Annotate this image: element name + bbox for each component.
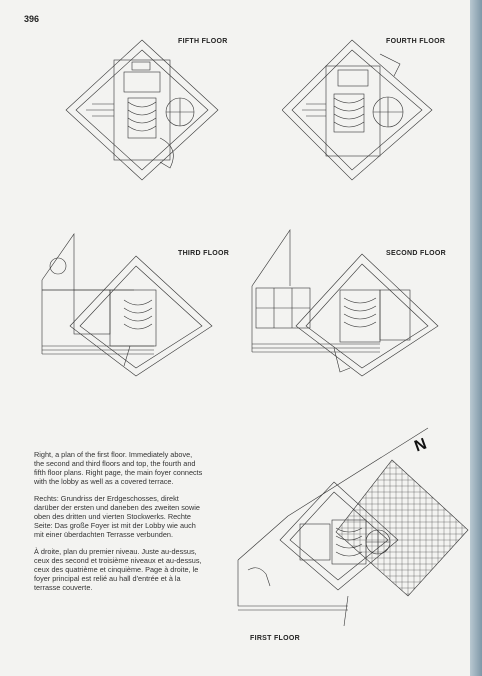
first-floor-label: FIRST FLOOR: [250, 635, 300, 642]
fifth-floor-plan: [62, 38, 222, 188]
second-floor-label: SECOND FLOOR: [386, 250, 446, 257]
fifth-floor-label: FIFTH FLOOR: [178, 38, 228, 45]
page-edge: [470, 0, 482, 676]
third-floor-plan: [34, 230, 216, 380]
caption-german: Rechts: Grundriss der Erdgeschosses, direkt darüber der ersten und daneben des zweiten sowie oben des dritten und vierten Stockwerks. Rechte Seite: Das große Foyer ist mit der Lobby wie auch mit einer überdachten Terrasse verbunden.: [34, 494, 200, 539]
third-floor-label: THIRD FLOOR: [178, 250, 230, 257]
fourth-floor-plan: [282, 36, 450, 186]
caption-english: Right, a plan of the first floor. Immediately above, the second and third floors and top, the fourth and fifth floor plans. Right page, the main foyer connects with the lobby as well as a covered terrace.: [34, 450, 203, 486]
page-number: 396: [24, 14, 40, 24]
fourth-floor-label: FOURTH FLOOR: [386, 38, 446, 45]
caption-french: À droite, plan du premier niveau. Juste au-dessus, ceux des second et troisième niveaux et au-dessus, ceux des quatrième et cinquième. Page à droite, le foyer principal est relié au hall d'entrée et à la terrasse couverte.: [34, 547, 202, 592]
north-arrow-icon: N: [412, 435, 429, 456]
first-floor-plan: [228, 420, 472, 636]
second-floor-plan: [250, 226, 442, 382]
caption-column: [34, 450, 204, 600]
